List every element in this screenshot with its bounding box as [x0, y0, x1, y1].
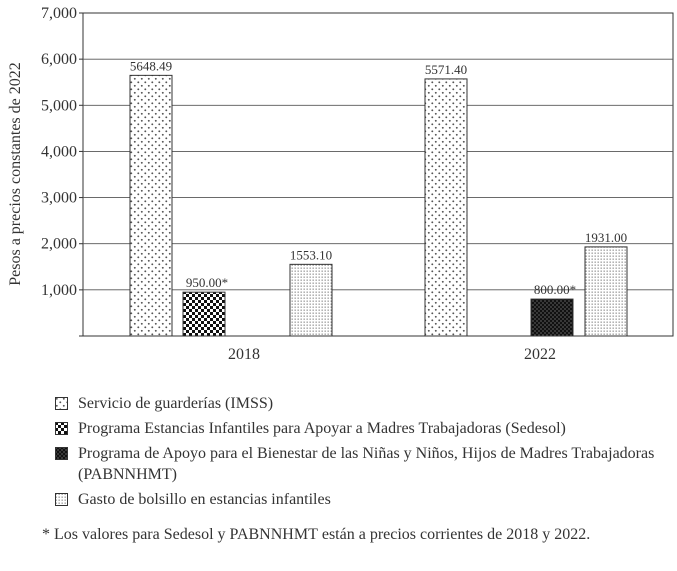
legend-label-guarderias: Servicio de guarderías (IMSS)	[78, 395, 274, 412]
y-axis-label: Pesos a precios constantes de 2022	[7, 62, 24, 286]
bar-value-label: 5648.49	[129, 58, 173, 74]
y-tick-label: 4,000	[41, 143, 77, 161]
footnote: * Los valores para Sedesol y PABNNHMT están a precios corrientes de 2018 y 2022.	[42, 526, 591, 543]
y-tick-label: 1,000	[41, 281, 77, 299]
x-tick-label: 2022	[524, 346, 556, 363]
legend	[55, 393, 675, 514]
legend-label-sedesol: Programa Estancias Infantiles para Apoyar a Madres Trabajadoras (Sedesol)	[78, 420, 566, 437]
legend-swatch-dots	[55, 397, 68, 410]
bar	[130, 75, 172, 336]
y-tick-label: 2,000	[41, 235, 77, 253]
bar-value-label: 950.00*	[185, 275, 229, 291]
bar	[290, 264, 332, 336]
bar-value-label: 800.00*	[533, 282, 577, 298]
legend-label-bolsillo: Gasto de bolsillo en estancias infantiles	[78, 491, 331, 508]
legend-item-bolsillo	[55, 489, 675, 510]
bar	[183, 292, 225, 336]
legend-swatch-fine	[55, 493, 68, 506]
y-tick-label: 5,000	[41, 97, 77, 115]
bar	[585, 247, 627, 336]
y-tick-label: 3,000	[41, 189, 77, 207]
bar	[531, 299, 573, 336]
legend-item-guarderias	[55, 393, 675, 414]
x-tick-label: 2018	[228, 346, 260, 363]
bar	[425, 79, 467, 336]
bar-value-label: 1931.00	[584, 229, 628, 245]
y-tick-label: 7,000	[41, 5, 77, 22]
legend-swatch-checker	[55, 422, 68, 435]
legend-swatch-dark	[55, 447, 68, 460]
bar-value-label: 5571.40	[424, 61, 468, 77]
legend-item-sedesol	[55, 418, 675, 439]
legend-label-pabnnhmt: Programa de Apoyo para el Bienestar de las Niñas y Niños, Hijos de Madres Trabajadoras (PABNNHMT)	[78, 445, 655, 483]
y-tick-label: 6,000	[41, 51, 77, 69]
bar-value-label: 1553.10	[289, 247, 333, 263]
legend-item-pabnnhmt	[55, 443, 675, 485]
